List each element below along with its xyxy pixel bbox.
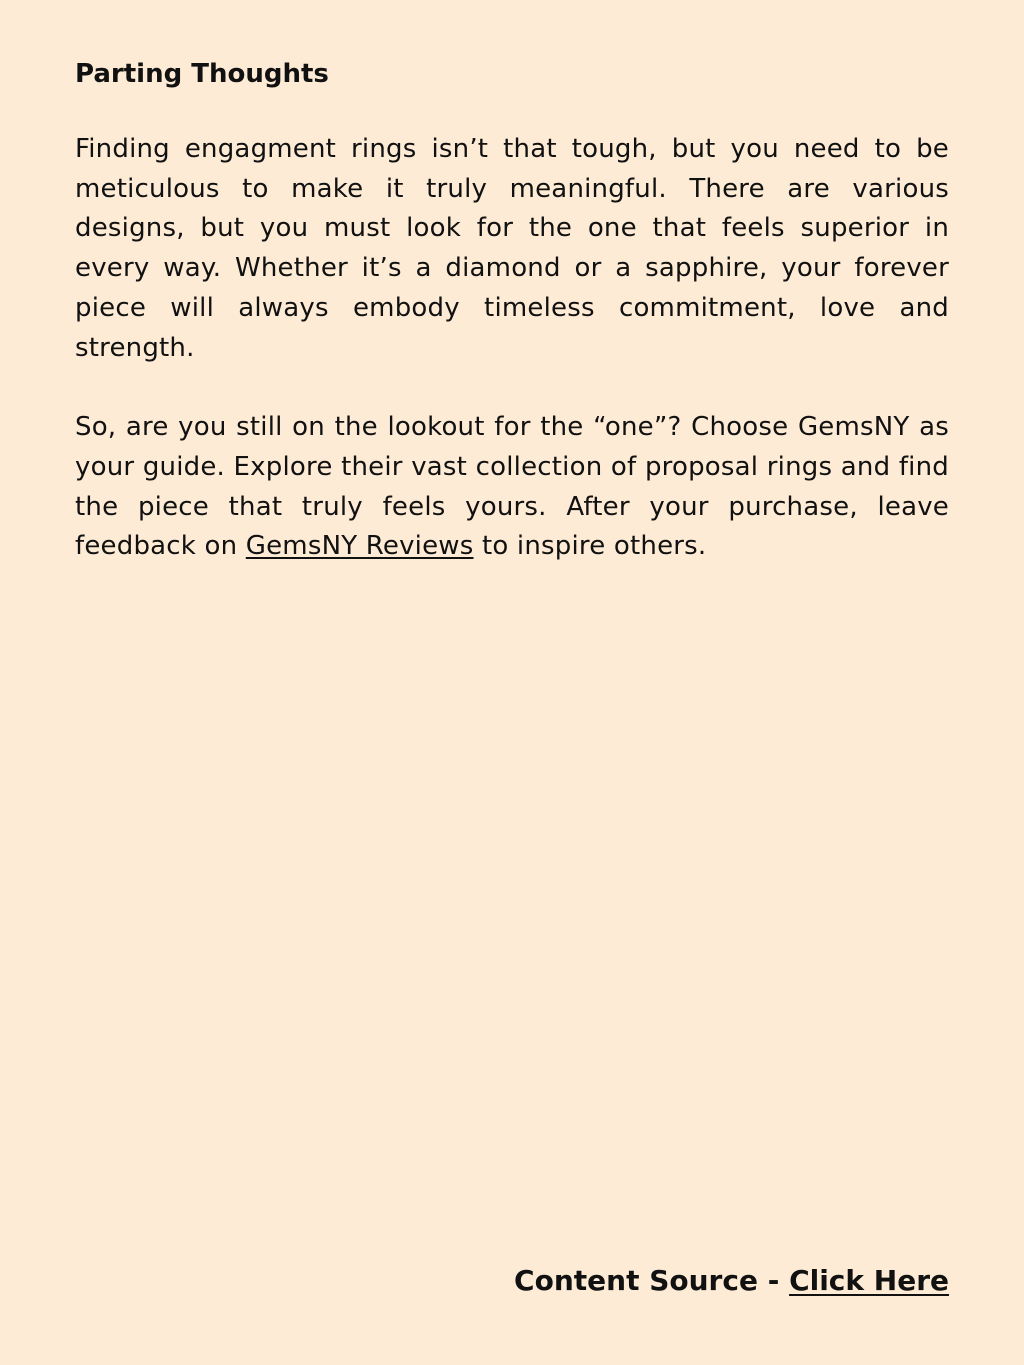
paragraph-2-text-end: to inspire others.: [473, 531, 707, 562]
paragraph-2: [75, 408, 949, 567]
paragraph-1: Finding engagment rings isn’t that tough, but you need to be meticulous to make it truly meaningful. There are various designs, but you must look for the one that feels superior in every way. Whether it’s a diamond or a sapphire, your forever piece will always embody timeless commitment, love and strength.: [75, 134, 949, 363]
article-content: [75, 52, 949, 607]
content-source: [514, 1259, 949, 1303]
gemsny-reviews-link[interactable]: GemsNY Reviews: [245, 531, 474, 562]
paragraph-2-text-start: So, are you still on the lookout for the “one”? Choose GemsNY as your guide. Explore their vast collection of proposal rings and find the piece that truly feels yours. After your purchase, leave feedback on: [75, 412, 949, 562]
click-here-link[interactable]: Click Here: [789, 1264, 949, 1297]
section-heading: Parting Thoughts: [75, 59, 329, 89]
content-source-label: Content Source -: [514, 1264, 790, 1297]
